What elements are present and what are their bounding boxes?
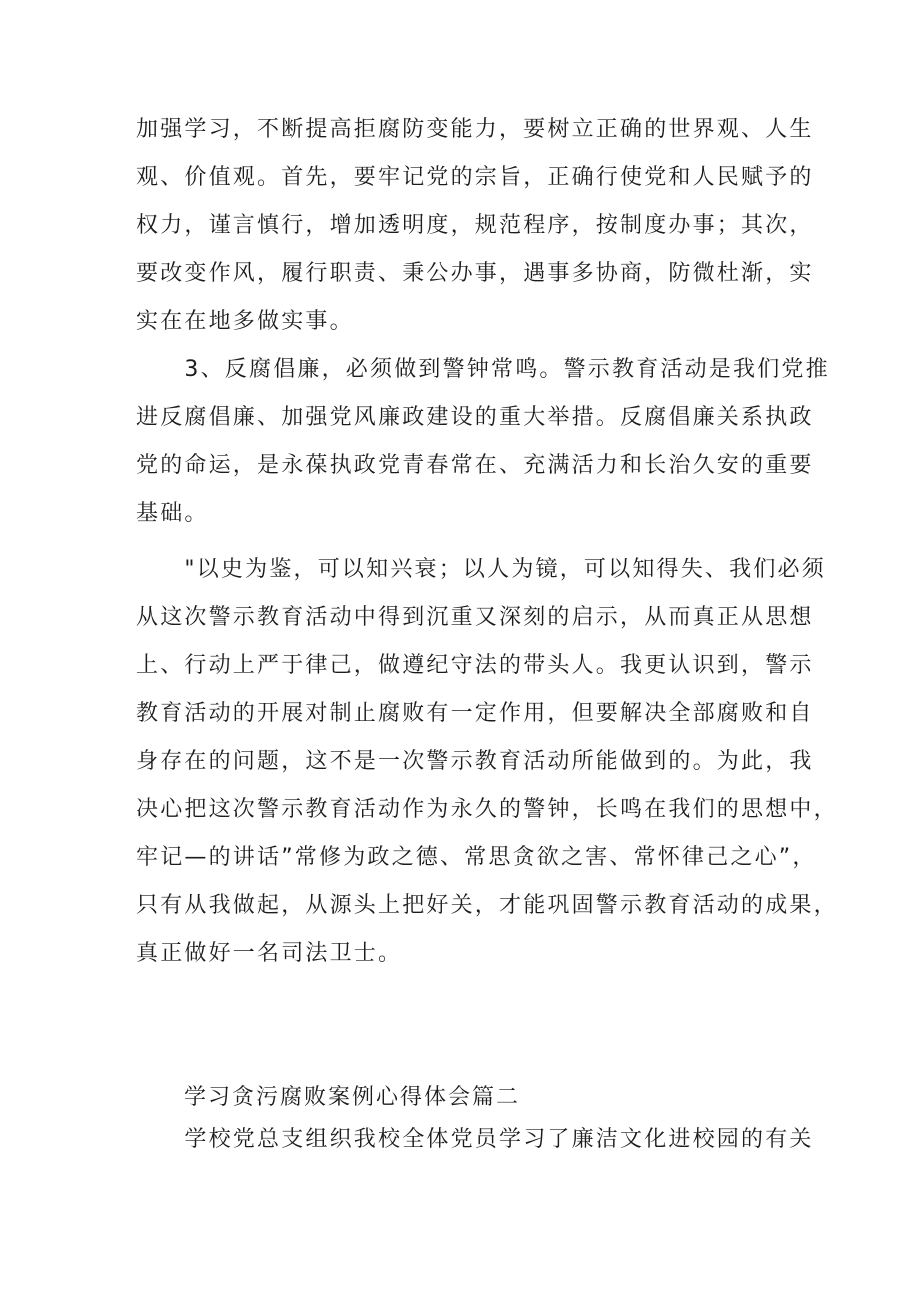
section-heading: 学习贪污腐败案例心得体会篇二 — [184, 1085, 521, 1110]
text-line: 教育活动的开展对制止腐败有一定作用，但要解决全部腐败和自 — [136, 701, 814, 726]
paragraph-quote — [136, 546, 838, 978]
text-line: 观、价值观。首先，要牢记党的宗旨，正确行使党和人民赋予的 — [136, 165, 814, 190]
text-line: 身存在的问题，这不是一次警示教育活动所能做到的。为此，我 — [136, 749, 814, 774]
text-line: 基础。 — [136, 501, 209, 526]
text-line: 要改变作风，履行职责、秉公办事，遇事多协商，防微杜渐，实 — [136, 261, 814, 286]
text-line: 决心把这次警示教育活动作为永久的警钟，长鸣在我们的思想中， — [136, 797, 838, 822]
text-line: 从这次警示教育活动中得到沉重又深刻的启示，从而真正从思想 — [136, 605, 814, 630]
text-line: 3、反腐倡廉，必须做到警钟常鸣。警示教育活动是我们党推 — [136, 357, 830, 382]
paragraph-section-2 — [136, 1116, 814, 1164]
text-line: 牢记—的讲话”常修为政之德、常思贪欲之害、常怀律己之心”， — [136, 845, 817, 870]
paragraph-continuation — [136, 106, 814, 346]
text-line: 上、行动上严于律己，做遵纪守法的带头人。我更认识到，警示 — [136, 653, 814, 678]
text-line: 只有从我做起，从源头上把好关，才能巩固警示教育活动的成果， — [136, 893, 838, 918]
text-line: 真正做好一名司法卫士。 — [136, 941, 403, 966]
text-line: 权力，谨言慎行，增加透明度，规范程序，按制度办事；其次， — [136, 213, 814, 238]
text-line: "以史为鉴，可以知兴衰；以人为镜，可以知得失、我们必须 — [136, 557, 826, 582]
text-line: 学校党总支组织我校全体党员学习了廉洁文化进校园的有关 — [136, 1127, 814, 1152]
text-line: 进反腐倡廉、加强党风廉政建设的重大举措。反腐倡廉关系执政 — [136, 405, 814, 430]
paragraph-point-3 — [136, 346, 830, 538]
text-line: 实在在地多做实事。 — [136, 309, 354, 334]
text-line: 党的命运，是永葆执政党青春常在、充满活力和长治久安的重要 — [136, 453, 814, 478]
text-line: 加强学习，不断提高拒腐防变能力，要树立正确的世界观、人生 — [136, 117, 814, 142]
